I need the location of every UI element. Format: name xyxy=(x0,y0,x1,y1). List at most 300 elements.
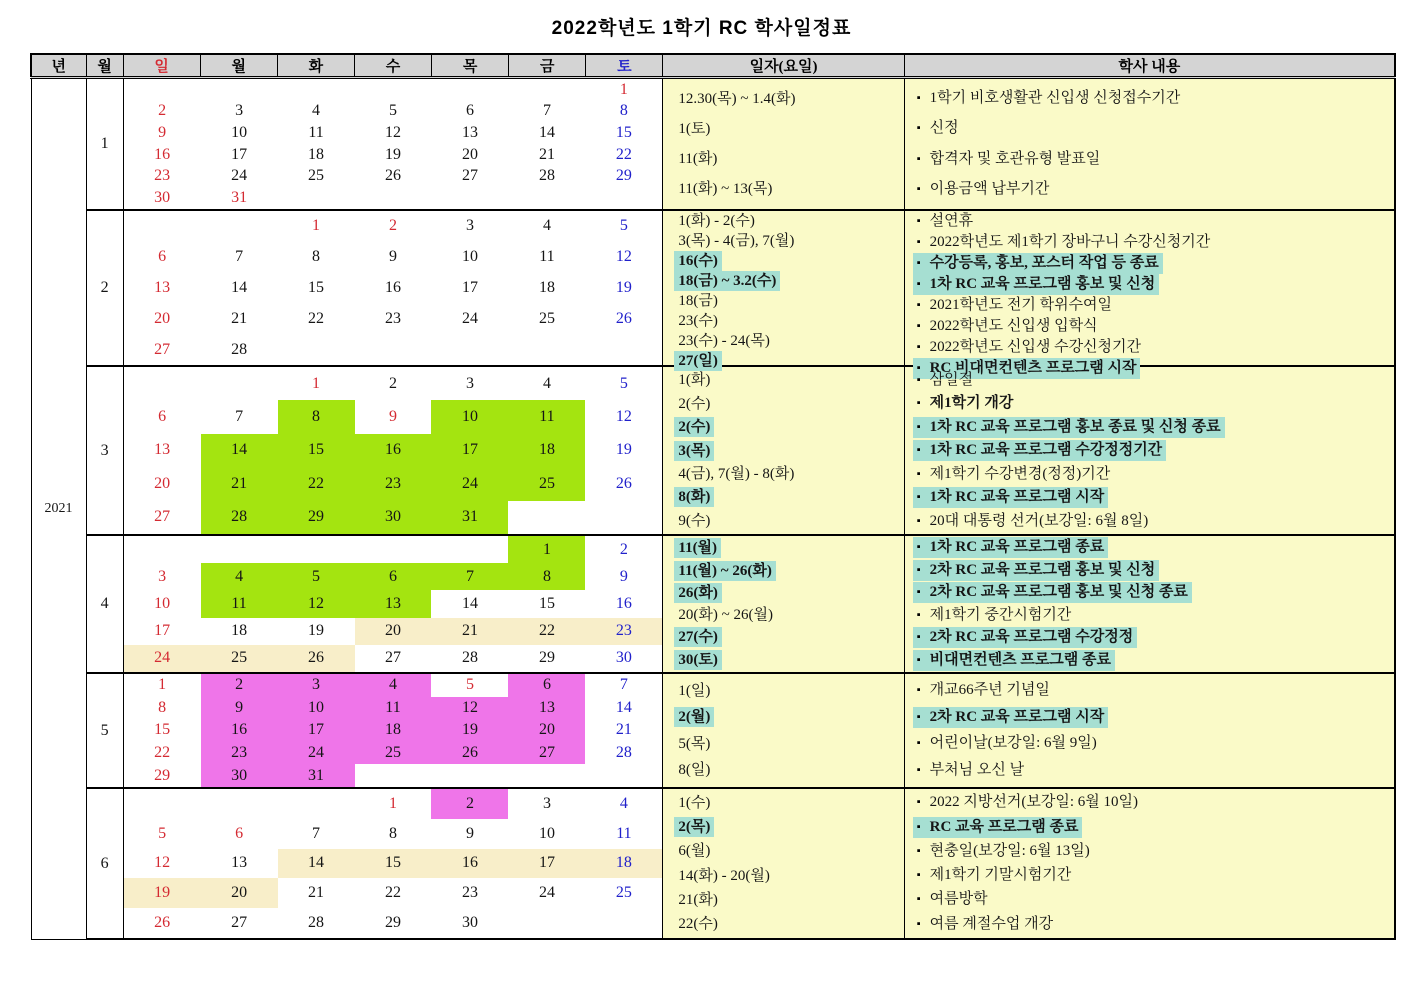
calendar-day: 7 xyxy=(542,102,551,120)
calendar-day-empty xyxy=(508,187,585,209)
calendar-day: 1 xyxy=(508,536,585,563)
calendar-day: 21 xyxy=(308,884,325,902)
calendar-day: 13 xyxy=(355,590,432,617)
calendar-day: 2 xyxy=(619,540,628,558)
calendar-day: 17 xyxy=(431,434,508,467)
date-line xyxy=(663,311,903,331)
calendar-day-empty xyxy=(278,187,355,209)
calendar-day: 15 xyxy=(278,434,355,467)
month-calendar xyxy=(123,535,663,673)
date-column-cell xyxy=(663,673,904,788)
calendar-day: 1 xyxy=(312,374,321,392)
bullet-icon: ▪ xyxy=(916,215,921,227)
event-text: 2021학년도 전기 학위수여일 xyxy=(929,297,1113,313)
calendar-day: 24 xyxy=(278,742,355,765)
month-row xyxy=(31,210,1395,366)
calendar-day: 6 xyxy=(235,824,244,842)
calendar-day: 3 xyxy=(235,102,244,120)
calendar-day: 19 xyxy=(615,441,632,459)
header-day-mon: 월 xyxy=(200,54,277,78)
calendar-day: 9 xyxy=(465,824,474,842)
event-line xyxy=(905,274,1394,295)
date-line xyxy=(663,793,903,813)
event-line xyxy=(905,232,1394,253)
event-text: 제1학기 중간시험기간 xyxy=(929,606,1072,623)
event-text: 2022학년도 제1학기 장바구니 수강신청기간 xyxy=(929,234,1211,250)
month-number: 3 xyxy=(86,366,123,535)
header-year: 년 xyxy=(31,54,86,78)
calendar-day: 27 xyxy=(385,649,401,667)
event-item xyxy=(913,393,1018,414)
event-highlighted xyxy=(913,440,1166,461)
header-day-fri: 금 xyxy=(509,54,586,78)
event-line xyxy=(905,627,1394,648)
calendar-day: 5 xyxy=(389,102,397,120)
calendar-day-empty xyxy=(278,536,355,563)
calendar-day: 18 xyxy=(231,622,248,640)
date-text: 1(토) xyxy=(678,121,711,137)
calendar-day: 14 xyxy=(231,278,248,296)
event-text: 1차 RC 교육 프로그램 시작 xyxy=(929,489,1105,505)
calendar-day: 3 xyxy=(278,674,355,697)
date-highlighted: 8(화) xyxy=(674,487,714,507)
calendar-day: 2 xyxy=(389,217,397,235)
calendar-day: 7 xyxy=(235,248,244,266)
year-label: 2021 xyxy=(31,78,86,940)
event-text: RC 교육 프로그램 종료 xyxy=(929,818,1079,835)
calendar-day: 15 xyxy=(154,721,171,739)
event-item xyxy=(913,760,1028,781)
calendar-day: 1 xyxy=(158,676,167,694)
calendar-day-empty xyxy=(124,536,201,563)
date-line xyxy=(663,511,903,531)
date-lines xyxy=(663,367,903,534)
calendar-table-body xyxy=(31,78,1395,940)
month-row xyxy=(31,535,1395,673)
event-text: RC 비대면컨텐츠 프로그램 시작 xyxy=(929,360,1137,376)
calendar-day-empty xyxy=(431,536,508,563)
calendar-day: 18 xyxy=(308,145,325,163)
calendar-grid xyxy=(124,211,663,365)
event-lines xyxy=(905,674,1394,787)
date-lines xyxy=(663,79,903,209)
event-highlighted xyxy=(913,274,1159,295)
content-column-cell xyxy=(904,78,1395,211)
date-line xyxy=(663,464,903,484)
content-column-cell xyxy=(904,366,1395,535)
calendar-day: 14 xyxy=(278,849,355,879)
date-text: 2(수) xyxy=(678,395,711,412)
calendar-grid xyxy=(124,79,663,209)
date-column-cell xyxy=(663,366,904,535)
event-item xyxy=(913,118,963,139)
event-text: 여름방학 xyxy=(929,891,988,908)
date-column-cell xyxy=(663,788,904,939)
calendar-day: 8 xyxy=(158,698,167,716)
calendar-day-empty xyxy=(124,367,201,400)
date-line xyxy=(663,89,903,109)
calendar-day-empty xyxy=(278,334,355,365)
calendar-day: 25 xyxy=(615,884,632,902)
date-line xyxy=(663,890,903,910)
event-line xyxy=(905,560,1394,581)
month-number: 4 xyxy=(86,535,123,673)
date-text: 4(금), 7(월) - 8(화) xyxy=(678,465,795,482)
event-item xyxy=(913,149,1105,170)
calendar-day: 28 xyxy=(461,649,478,667)
calendar-day: 6 xyxy=(158,248,167,266)
event-line xyxy=(905,889,1394,910)
calendar-day: 6 xyxy=(158,408,167,426)
bullet-icon: ▪ xyxy=(916,182,921,195)
date-line xyxy=(663,271,903,291)
event-item xyxy=(913,792,1142,813)
event-text: 제1학기 기말시험기간 xyxy=(929,867,1072,884)
bullet-icon: ▪ xyxy=(916,844,921,857)
calendar-day: 10 xyxy=(154,594,171,612)
bullet-icon: ▪ xyxy=(916,122,921,135)
date-line xyxy=(663,211,903,231)
calendar-day: 19 xyxy=(615,278,632,296)
event-text: 삼일절 xyxy=(929,371,974,388)
date-line xyxy=(663,841,903,861)
calendar-day: 12 xyxy=(385,124,401,142)
calendar-day: 3 xyxy=(465,374,474,392)
calendar-day: 22 xyxy=(508,618,585,645)
event-line xyxy=(905,582,1394,603)
calendar-day: 19 xyxy=(431,719,508,742)
event-item xyxy=(913,370,977,391)
calendar-day: 2 xyxy=(201,674,278,697)
calendar-day: 13 xyxy=(154,441,171,459)
calendar-day: 11 xyxy=(308,124,324,142)
calendar-day-empty xyxy=(201,789,278,819)
event-item xyxy=(913,295,1116,316)
calendar-day-empty xyxy=(124,211,201,242)
calendar-day: 21 xyxy=(231,309,248,327)
event-text: 20대 대통령 선거(보강일: 6월 8일) xyxy=(929,512,1149,529)
bullet-icon: ▪ xyxy=(916,420,921,433)
calendar-day: 20 xyxy=(461,145,478,163)
event-item xyxy=(913,88,1185,109)
event-line xyxy=(905,707,1394,728)
date-highlighted: 2(수) xyxy=(674,417,714,437)
date-line xyxy=(663,487,903,507)
date-line xyxy=(663,291,903,311)
calendar-grid xyxy=(124,367,663,534)
bullet-icon: ▪ xyxy=(916,917,921,930)
bullet-icon: ▪ xyxy=(916,893,921,906)
date-highlighted: 2(월) xyxy=(674,707,714,727)
date-line xyxy=(663,681,903,701)
date-column-cell xyxy=(663,210,904,369)
event-text: 2차 RC 교육 프로그램 홍보 및 신청 xyxy=(929,561,1156,578)
calendar-day: 12 xyxy=(154,854,171,872)
event-text: 부처님 오신 날 xyxy=(929,762,1025,779)
calendar-day: 22 xyxy=(615,145,632,163)
calendar-day: 29 xyxy=(278,501,355,534)
content-column-cell xyxy=(904,788,1395,939)
calendar-day-empty xyxy=(355,334,432,365)
event-item xyxy=(913,179,1054,200)
bullet-icon: ▪ xyxy=(916,764,921,777)
calendar-day-empty xyxy=(201,79,278,101)
calendar-day: 26 xyxy=(385,167,401,185)
date-line xyxy=(663,707,903,727)
calendar-day: 11 xyxy=(616,824,632,842)
calendar-day-empty xyxy=(278,79,355,101)
date-text: 23(수) xyxy=(678,313,718,329)
bullet-icon: ▪ xyxy=(916,152,921,165)
date-line xyxy=(663,331,903,351)
calendar-day-empty xyxy=(585,334,662,365)
calendar-day: 24 xyxy=(461,309,478,327)
event-line xyxy=(905,149,1394,170)
calendar-day: 4 xyxy=(201,563,278,590)
event-line xyxy=(905,88,1394,109)
calendar-day: 31 xyxy=(278,764,355,787)
month-number: 1 xyxy=(86,78,123,211)
calendar-day: 4 xyxy=(619,794,628,812)
calendar-day-empty xyxy=(585,187,662,209)
calendar-day: 30 xyxy=(615,649,632,667)
event-item xyxy=(913,337,1145,358)
calendar-day-empty xyxy=(355,764,432,787)
month-row xyxy=(31,673,1395,788)
date-line xyxy=(663,370,903,390)
calendar-day: 8 xyxy=(312,248,321,266)
event-line xyxy=(905,733,1394,754)
calendar-grid xyxy=(124,789,663,938)
date-highlighted: 2(목) xyxy=(674,817,714,837)
date-line xyxy=(663,441,903,461)
event-lines xyxy=(905,789,1394,938)
date-highlighted: 26(화) xyxy=(674,583,721,603)
event-line xyxy=(905,537,1394,558)
calendar-day: 5 xyxy=(619,374,628,392)
calendar-day: 8 xyxy=(389,824,397,842)
calendar-day: 15 xyxy=(538,594,555,612)
bullet-icon: ▪ xyxy=(916,869,921,882)
calendar-day: 16 xyxy=(355,434,432,467)
calendar-day: 9 xyxy=(389,248,397,266)
calendar-day: 22 xyxy=(308,309,325,327)
calendar-day: 1 xyxy=(389,794,397,812)
header-day-tue: 화 xyxy=(277,54,354,78)
calendar-day: 20 xyxy=(154,474,171,492)
event-highlighted xyxy=(913,707,1108,728)
event-text: 2차 RC 교육 프로그램 홍보 및 신청 종료 xyxy=(929,584,1188,601)
calendar-day-empty xyxy=(201,367,278,400)
calendar-day: 25 xyxy=(308,167,325,185)
date-highlighted: 11(월) xyxy=(674,538,721,558)
event-line xyxy=(905,440,1394,461)
bullet-icon: ▪ xyxy=(916,92,921,105)
bullet-icon: ▪ xyxy=(916,737,921,750)
calendar-day-empty xyxy=(201,211,278,242)
event-highlighted xyxy=(913,627,1137,648)
calendar-day: 5 xyxy=(465,676,474,694)
calendar-day: 30 xyxy=(461,914,478,932)
event-line xyxy=(905,487,1394,508)
event-line xyxy=(905,914,1394,935)
calendar-day: 26 xyxy=(278,645,355,672)
bullet-icon: ▪ xyxy=(916,541,921,554)
calendar-day-empty xyxy=(585,501,662,534)
bullet-icon: ▪ xyxy=(916,631,921,644)
calendar-day: 11 xyxy=(539,248,555,266)
event-text: 여름 계절수업 개강 xyxy=(929,915,1054,932)
calendar-day: 1 xyxy=(619,80,628,98)
event-lines xyxy=(905,211,1394,376)
calendar-day: 31 xyxy=(431,501,508,534)
calendar-day: 27 xyxy=(154,508,171,526)
calendar-day: 15 xyxy=(355,849,432,879)
month-number: 5 xyxy=(86,673,123,788)
bullet-icon: ▪ xyxy=(916,491,921,503)
calendar-day: 26 xyxy=(154,914,171,932)
calendar-day: 30 xyxy=(154,189,171,207)
event-lines xyxy=(905,79,1394,209)
date-text: 22(수) xyxy=(678,915,718,932)
calendar-day: 5 xyxy=(619,217,628,235)
calendar-day: 24 xyxy=(124,645,201,672)
date-line xyxy=(663,179,903,199)
calendar-day: 10 xyxy=(231,124,248,142)
calendar-day: 9 xyxy=(619,567,628,585)
calendar-day: 10 xyxy=(431,400,508,433)
calendar-day: 9 xyxy=(158,124,167,142)
event-text: 현충일(보강일: 6월 13일) xyxy=(929,842,1090,859)
event-highlighted xyxy=(913,817,1083,838)
bullet-icon: ▪ xyxy=(916,796,921,809)
event-text: 제1학기 개강 xyxy=(929,395,1014,411)
calendar-day: 29 xyxy=(538,649,555,667)
bullet-icon: ▪ xyxy=(916,653,921,666)
calendar-day: 28 xyxy=(231,340,248,358)
event-line xyxy=(905,118,1394,139)
calendar-day: 7 xyxy=(312,824,321,842)
calendar-day: 18 xyxy=(585,849,662,879)
bullet-icon: ▪ xyxy=(916,341,921,353)
calendar-day-empty xyxy=(431,187,508,209)
calendar-day: 4 xyxy=(542,217,551,235)
calendar-day: 20 xyxy=(508,719,585,742)
calendar-day: 9 xyxy=(389,408,397,426)
bullet-icon: ▪ xyxy=(916,467,921,480)
calendar-day: 3 xyxy=(465,217,474,235)
calendar-day: 17 xyxy=(231,145,248,163)
header-day-thu: 목 xyxy=(432,54,509,78)
calendar-day: 15 xyxy=(615,124,632,142)
calendar-day: 25 xyxy=(355,742,432,765)
calendar-day: 21 xyxy=(201,467,278,500)
calendar-day: 6 xyxy=(465,102,474,120)
schedule-table xyxy=(30,53,1396,940)
calendar-day: 14 xyxy=(615,698,632,716)
header-day-sat: 토 xyxy=(586,54,663,78)
calendar-day: 7 xyxy=(619,676,628,694)
date-line xyxy=(663,538,903,558)
calendar-day-empty xyxy=(431,764,508,787)
calendar-day: 29 xyxy=(385,914,401,932)
event-text: 1차 RC 교육 프로그램 홍보 및 신청 xyxy=(929,276,1156,292)
date-column-cell xyxy=(663,78,904,211)
calendar-day-empty xyxy=(585,764,662,787)
calendar-day: 26 xyxy=(615,309,632,327)
event-line xyxy=(905,316,1394,337)
calendar-day: 25 xyxy=(201,645,278,672)
month-row xyxy=(31,366,1395,535)
calendar-day: 22 xyxy=(154,744,171,762)
calendar-day: 21 xyxy=(538,145,555,163)
calendar-grid xyxy=(124,536,663,672)
event-line xyxy=(905,511,1394,532)
event-text: 이용금액 납부기간 xyxy=(929,180,1050,197)
calendar-day: 10 xyxy=(538,824,555,842)
event-line xyxy=(905,792,1394,813)
date-text: 11(화) xyxy=(678,151,718,167)
header-content-col: 학사 내용 xyxy=(904,54,1395,78)
calendar-day: 21 xyxy=(431,618,508,645)
calendar-day: 22 xyxy=(278,467,355,500)
event-item xyxy=(913,680,1054,701)
date-line xyxy=(663,417,903,437)
calendar-day: 12 xyxy=(278,590,355,617)
calendar-day: 30 xyxy=(201,764,278,787)
calendar-day: 8 xyxy=(508,563,585,590)
date-highlighted: 16(수) xyxy=(674,251,721,271)
calendar-day-empty xyxy=(508,501,585,534)
calendar-day-empty xyxy=(508,764,585,787)
calendar-day: 16 xyxy=(201,719,278,742)
calendar-day: 29 xyxy=(615,167,632,185)
content-column-cell xyxy=(904,535,1395,673)
date-lines xyxy=(663,674,903,787)
calendar-day: 24 xyxy=(231,167,248,185)
date-text: 8(일) xyxy=(678,762,711,779)
bullet-icon: ▪ xyxy=(916,683,921,696)
calendar-day: 4 xyxy=(312,102,321,120)
event-line xyxy=(905,817,1394,838)
event-item xyxy=(913,464,1115,485)
event-line xyxy=(905,760,1394,781)
date-line xyxy=(663,583,903,603)
bullet-icon: ▪ xyxy=(916,444,921,456)
bullet-icon: ▪ xyxy=(916,299,921,311)
calendar-day: 28 xyxy=(615,744,632,762)
calendar-day: 28 xyxy=(538,167,555,185)
header-day-wed: 수 xyxy=(354,54,431,78)
calendar-day: 18 xyxy=(508,434,585,467)
event-item xyxy=(913,211,977,232)
calendar-day: 9 xyxy=(201,697,278,720)
event-text: 2022학년도 신입생 수강신청기간 xyxy=(929,339,1142,355)
event-text: 설연휴 xyxy=(929,213,974,229)
calendar-day: 14 xyxy=(461,594,478,612)
date-text: 14(화) - 20(월) xyxy=(678,867,770,884)
date-highlighted: 27(일) xyxy=(674,351,721,371)
date-lines xyxy=(663,789,903,938)
calendar-day: 3 xyxy=(542,794,551,812)
date-text: 23(수) - 24(목) xyxy=(678,333,770,349)
calendar-day: 5 xyxy=(278,563,355,590)
date-text: 5(목) xyxy=(678,735,711,752)
date-line xyxy=(663,351,903,371)
calendar-day: 13 xyxy=(508,697,585,720)
event-highlighted xyxy=(913,417,1225,438)
date-lines xyxy=(663,211,903,369)
